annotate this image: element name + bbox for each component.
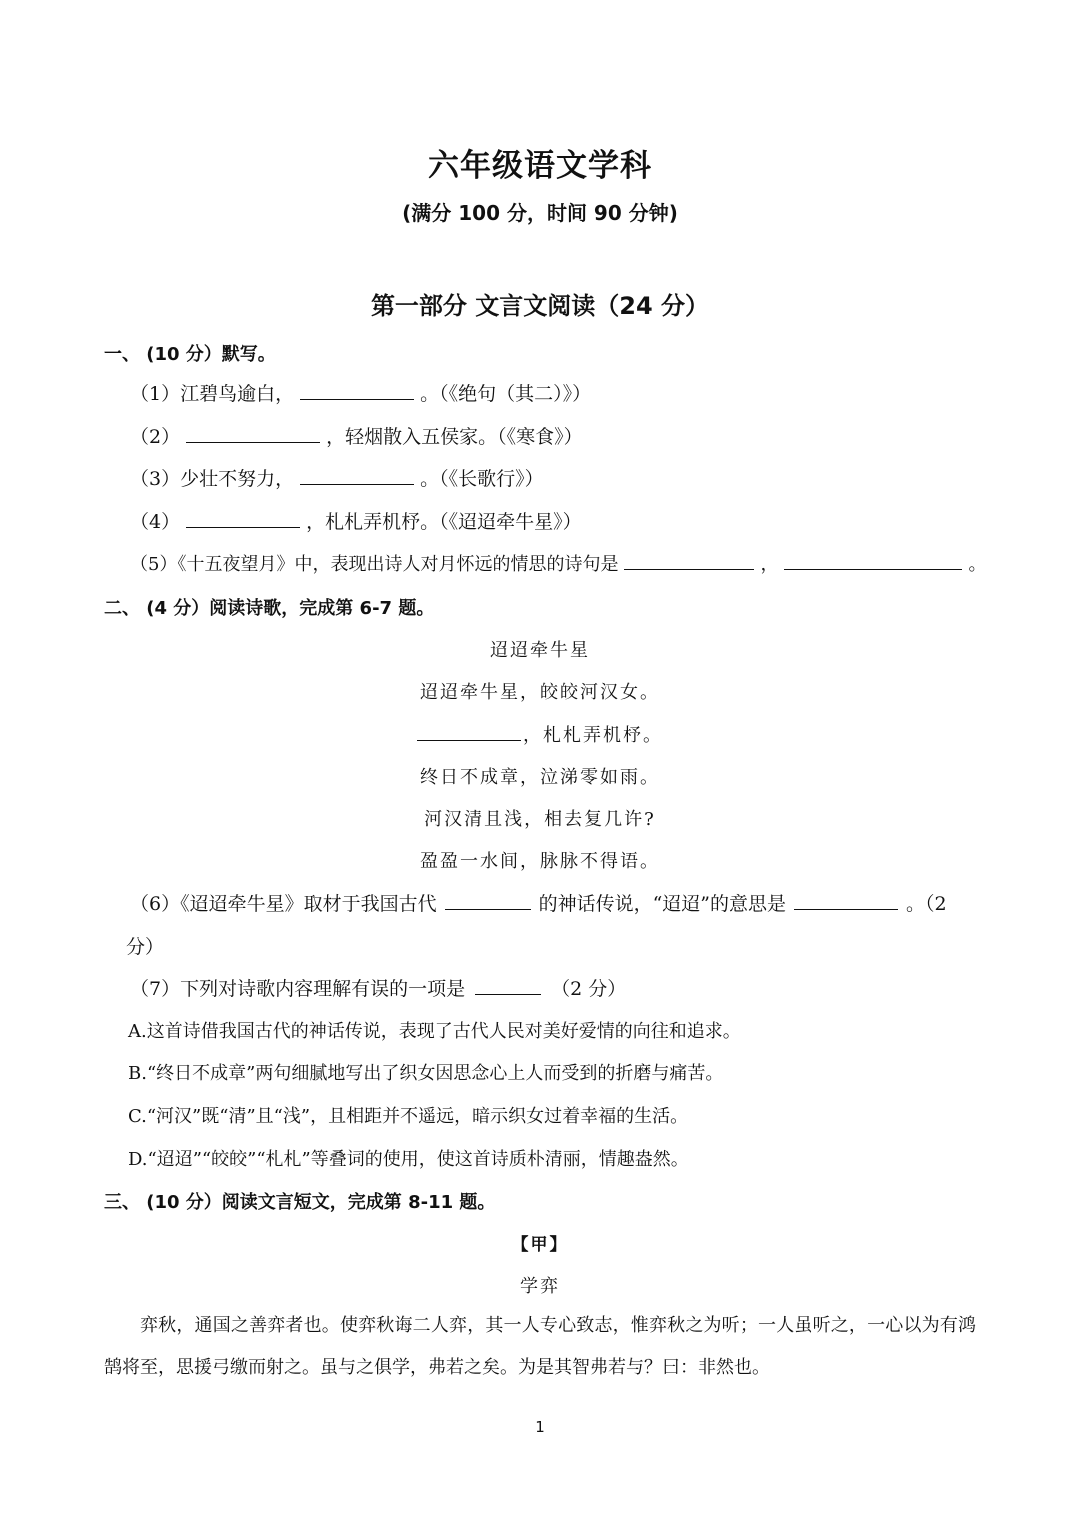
question-1 xyxy=(130,379,591,406)
answer-blank[interactable] xyxy=(417,721,521,741)
answer-blank[interactable] xyxy=(475,975,541,995)
question-4 xyxy=(130,507,582,534)
question-3 xyxy=(130,464,544,491)
question-1-text: （1）江碧鸟逾白， xyxy=(130,383,295,405)
page-subtitle: (满分 100 分，时间 90 分钟) xyxy=(402,201,678,225)
question-6-points: 。（2 xyxy=(906,893,947,915)
poem-line: ，札札弄机杼。 xyxy=(523,725,663,746)
poem-line: 迢迢牵牛星，皎皎河汉女。 xyxy=(420,682,660,703)
question-6-text: 的神话传说，“迢迢”的意思是 xyxy=(538,893,787,915)
poem-line: 盈盈一水间，脉脉不得语。 xyxy=(420,851,660,872)
question-4-text: （4） xyxy=(130,511,181,533)
answer-blank[interactable] xyxy=(300,465,414,485)
question-2 xyxy=(130,422,583,449)
poem-line: 河汉清且浅，相去复几许? xyxy=(424,809,656,830)
question-2-text: （2） xyxy=(130,426,181,448)
poem-line: 终日不成章，泣涕零如雨。 xyxy=(420,767,660,788)
question-6-cont: 分） xyxy=(126,936,165,958)
question-3-source: 。（《长歌行》） xyxy=(420,468,544,490)
answer-blank[interactable] xyxy=(186,508,300,528)
page-title: 六年级语文学科 xyxy=(428,148,652,184)
passage-text: 弈秋，通国之善弈者也。使弈秋诲二人弈，其一人专心致志，惟弈秋之为听；一人虽听之，一心以为有鸿鹄将至，思援弓缴而射之。虽与之俱学，弗若之矣。为是其智弗若与？曰：非然也。 xyxy=(104,1315,976,1378)
question-1-source: 。（《绝句（其二）》） xyxy=(420,383,592,405)
answer-blank[interactable] xyxy=(186,423,320,443)
question-5-text: （5）《十五夜望月》中，表现出诗人对月怀远的情思的诗句是 xyxy=(130,554,619,575)
question-5-end: 。 xyxy=(968,554,987,575)
poem-line-blank xyxy=(0,721,1080,747)
option-b[interactable]: B.“终日不成章”两句细腻地写出了织女因思念心上人而受到的折磨与痛苦。 xyxy=(128,1063,724,1084)
question-5-comma: ， xyxy=(760,554,779,575)
section-1-heading: 一、 (10 分）默写。 xyxy=(104,344,276,365)
question-4-source: ，札札弄机杼。（《迢迢牵牛星》） xyxy=(306,511,582,533)
passage-label: 【甲】 xyxy=(511,1235,569,1255)
passage-title: 学弈 xyxy=(520,1276,560,1297)
answer-blank[interactable] xyxy=(300,380,414,400)
answer-blank[interactable] xyxy=(624,550,754,570)
section-2-heading: 二、 (4 分）阅读诗歌，完成第 6-7 题。 xyxy=(104,598,435,619)
question-5 xyxy=(130,550,986,576)
answer-blank[interactable] xyxy=(794,890,898,910)
poem-title: 迢迢牵牛星 xyxy=(490,640,590,661)
answer-blank[interactable] xyxy=(784,550,962,570)
option-d[interactable]: D.“迢迢”“皎皎”“札札”等叠词的使用，使这首诗质朴清丽，情趣盎然。 xyxy=(128,1149,689,1170)
option-a[interactable]: A.这首诗借我国古代的神话传说，表现了古代人民对美好爱情的向往和追求。 xyxy=(128,1021,741,1042)
question-2-source: ，轻烟散入五侯家。（《寒食》） xyxy=(326,426,583,448)
question-7-points: （2 分） xyxy=(551,978,627,1000)
question-3-text: （3）少壮不努力， xyxy=(130,468,295,490)
page-number: 1 xyxy=(535,1418,545,1436)
question-7 xyxy=(130,974,626,1001)
option-c[interactable]: C.“河汉”既“清”且“浅”，且相距并不遥远，暗示织女过着幸福的生活。 xyxy=(128,1106,689,1127)
question-6 xyxy=(130,889,947,916)
part-heading: 第一部分 文言文阅读（24 分） xyxy=(370,292,710,320)
question-6-text: （6）《迢迢牵牛星》取材于我国古代 xyxy=(130,893,437,915)
section-3-heading: 三、 (10 分）阅读文言短文，完成第 8-11 题。 xyxy=(104,1192,496,1213)
question-7-text: （7）下列对诗歌内容理解有误的一项是 xyxy=(130,978,466,1000)
answer-blank[interactable] xyxy=(445,890,531,910)
